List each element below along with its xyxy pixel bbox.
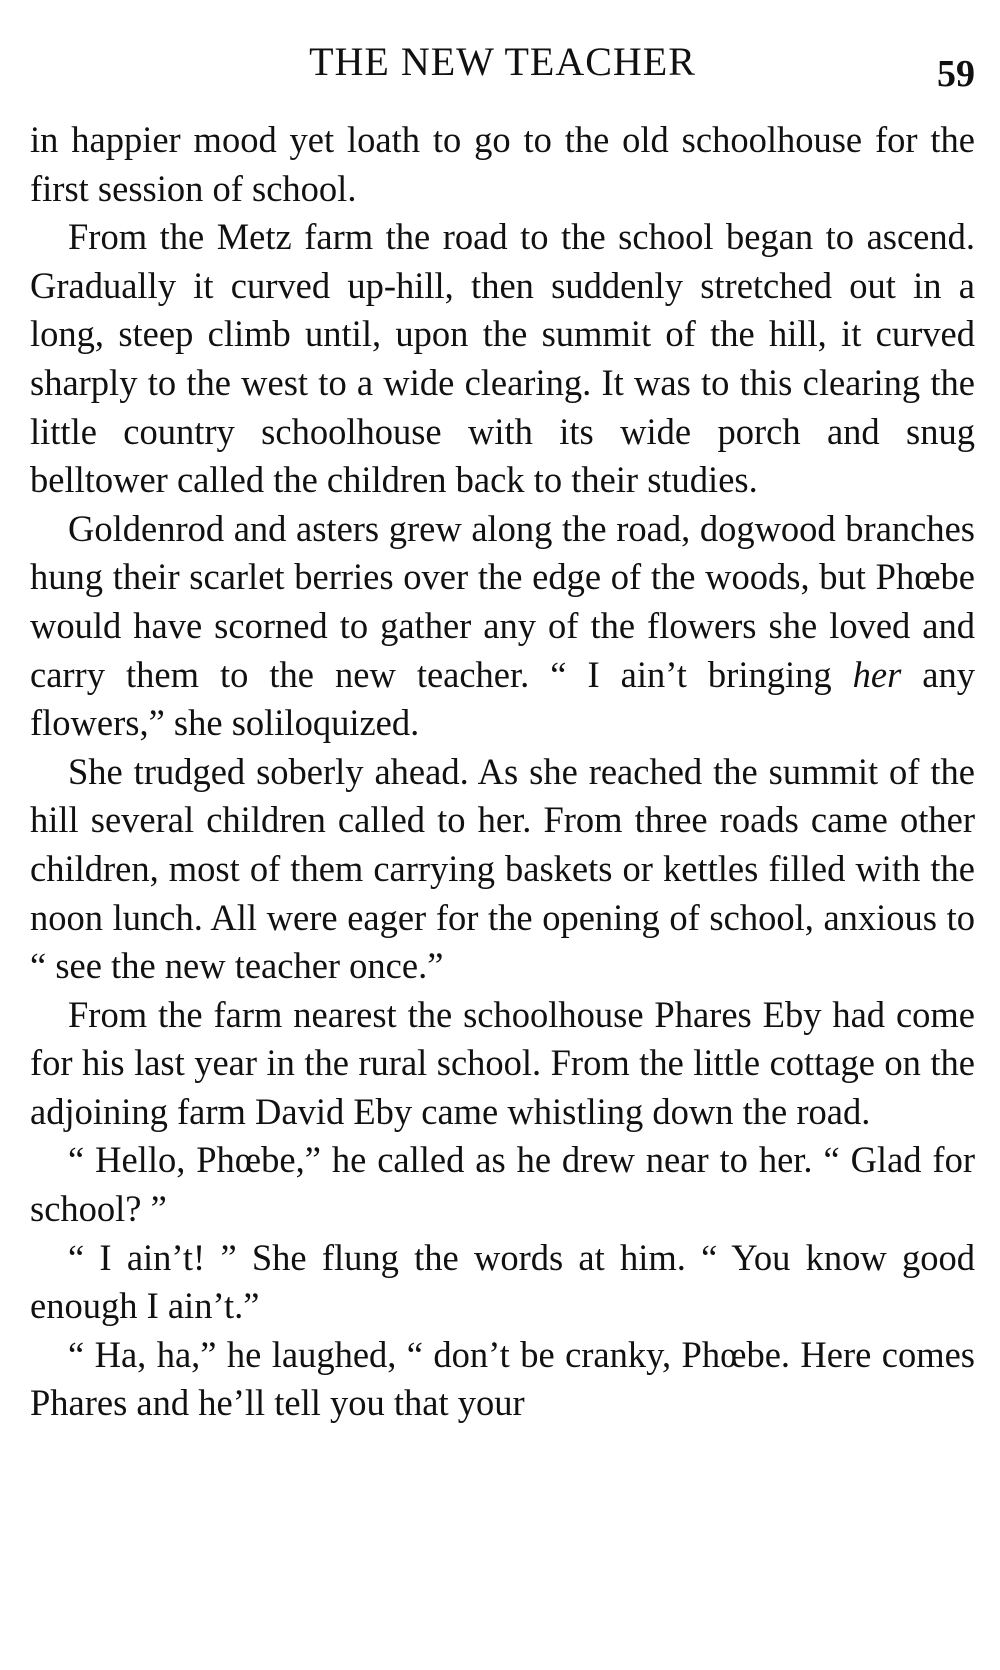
paragraph: From the farm nearest the schoolhouse Phares Eby had come for his last year in the rural school. From the little cottage on the adjoining farm David Eby came whistling down the road.	[30, 993, 975, 1132]
paragraph: She trudged soberly ahead. As she reached the summit of the hill several children called to her. From three roads came other children, most of them carrying baskets or kettles filled with the noon lunch. All were eager for the opening of school, anxious to “ see the new teacher once.”	[30, 750, 975, 987]
paragraph-continuation: in happier mood yet loath to go to the old schoolhouse for the first session of school.	[30, 119, 975, 209]
dialogue-paragraph: “ Ha, ha,” he laughed, “ don’t be cranky, Phœbe. Here comes Phares and he’ll tell you that your	[30, 1333, 975, 1424]
page-header	[30, 38, 975, 98]
paragraph-text: any flowers,” she soliloquized.	[30, 653, 975, 744]
page-number: 59	[937, 53, 975, 95]
paragraph	[30, 505, 975, 748]
running-head: THE NEW TEACHER	[309, 39, 696, 84]
paragraph: From the Metz farm the road to the school began to ascend. Gradually it curved up-hill, then suddenly stretched out in a long, steep climb until, upon the summit of the hill, it curved sharply to the west to a wide clearing. It was to this clearing the little country schoolhouse with its wide porch and snug belltower called the children back to their studies.	[30, 216, 975, 501]
body-text	[30, 116, 975, 1428]
emphasized-word: her	[852, 653, 902, 695]
dialogue-paragraph: “ I ain’t! ” She flung the words at him. “ You know good enough I ain’t.”	[30, 1236, 975, 1327]
paragraph-text: Goldenrod and asters grew along the road, dogwood branches hung their scarlet berries over the edge of the woods, but Phœbe would have scorned to gather any of the flowers she loved and carry them to the new teacher. “ I ain’t bringing	[30, 507, 975, 695]
dialogue-paragraph: “ Hello, Phœbe,” he called as he drew near to her. “ Glad for school? ”	[30, 1139, 975, 1230]
